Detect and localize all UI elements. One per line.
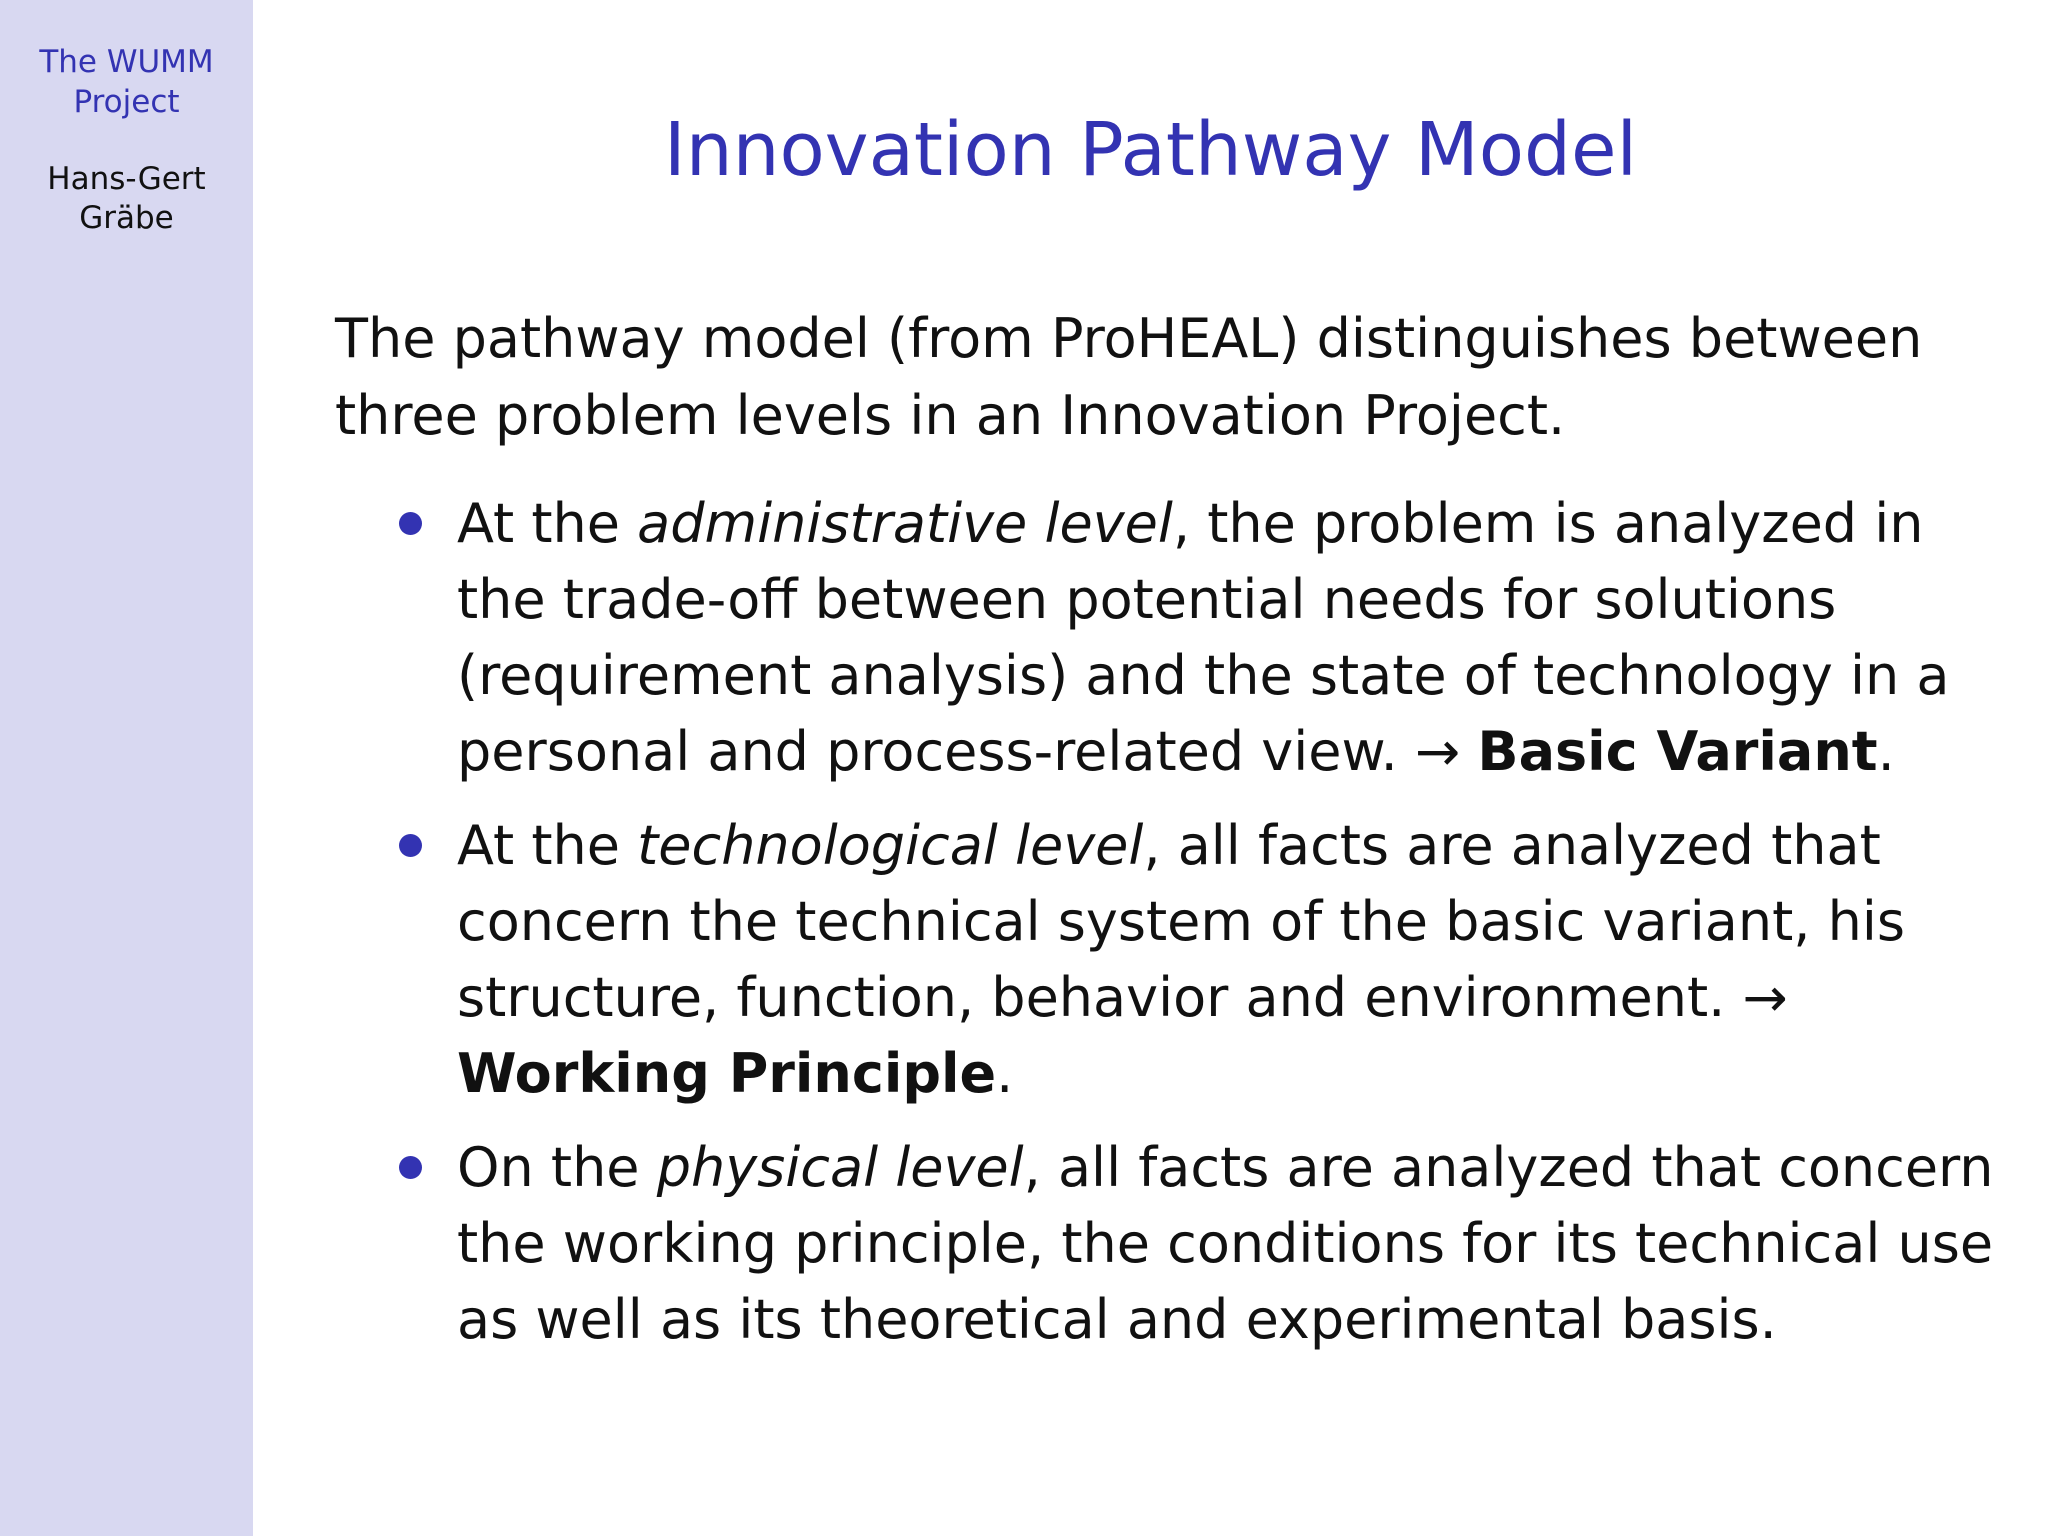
- intro-line-1: The pathway model (from ProHEAL) distinguishes between: [335, 307, 1923, 370]
- bullet-marker-icon: [399, 1156, 422, 1179]
- bullet-tail: .: [996, 1042, 1014, 1105]
- bullet-lead: At the: [457, 814, 638, 877]
- bullet-lead: On the: [457, 1136, 657, 1199]
- sidebar-author-line1: Hans-Gert: [47, 161, 206, 197]
- sidebar-author: [0, 160, 253, 238]
- bullet-item-technological: [457, 808, 2002, 1112]
- bullet-body: , all facts are analyzed that concern the working principle, the conditions for its technical use as well as its theoretical and experimental basis.: [457, 1136, 1994, 1351]
- slide-title: Innovation Pathway Model: [663, 107, 1638, 193]
- bullet-lead: At the: [457, 492, 638, 555]
- bullet-result: Basic Variant: [1477, 720, 1878, 783]
- bullet-list: [457, 486, 2002, 1376]
- bullet-result: Working Principle: [457, 1042, 997, 1105]
- sidebar: [0, 0, 253, 1536]
- intro-line-2: three problem levels in an Innovation Project.: [335, 384, 1566, 447]
- bullet-item-administrative: [457, 486, 2002, 790]
- sidebar-title-line2: Project: [73, 84, 180, 120]
- arrow-icon: →: [1742, 966, 1788, 1029]
- bullet-body: , all facts are analyzed that concern the technical system of the basic variant, his structure, function, behavior and environment.: [457, 814, 1905, 1029]
- bullet-term: technological level: [637, 814, 1144, 877]
- sidebar-project-title: [0, 42, 253, 122]
- bullet-marker-icon: [399, 834, 422, 857]
- bullet-marker-icon: [399, 512, 422, 535]
- intro-paragraph: [335, 300, 1975, 454]
- bullet-body: , the problem is analyzed in the trade-off between potential needs for solutions (requirement analysis) and the state of technology in a personal and process-related view.: [457, 492, 1950, 783]
- bullet-term: administrative level: [637, 492, 1173, 555]
- sidebar-author-line2: Gräbe: [79, 200, 174, 236]
- bullet-tail: .: [1877, 720, 1895, 783]
- arrow-icon: →: [1415, 720, 1461, 783]
- bullet-term: physical level: [656, 1136, 1024, 1199]
- bullet-item-physical: [457, 1130, 2002, 1358]
- sidebar-title-line1: The WUMM: [39, 44, 214, 80]
